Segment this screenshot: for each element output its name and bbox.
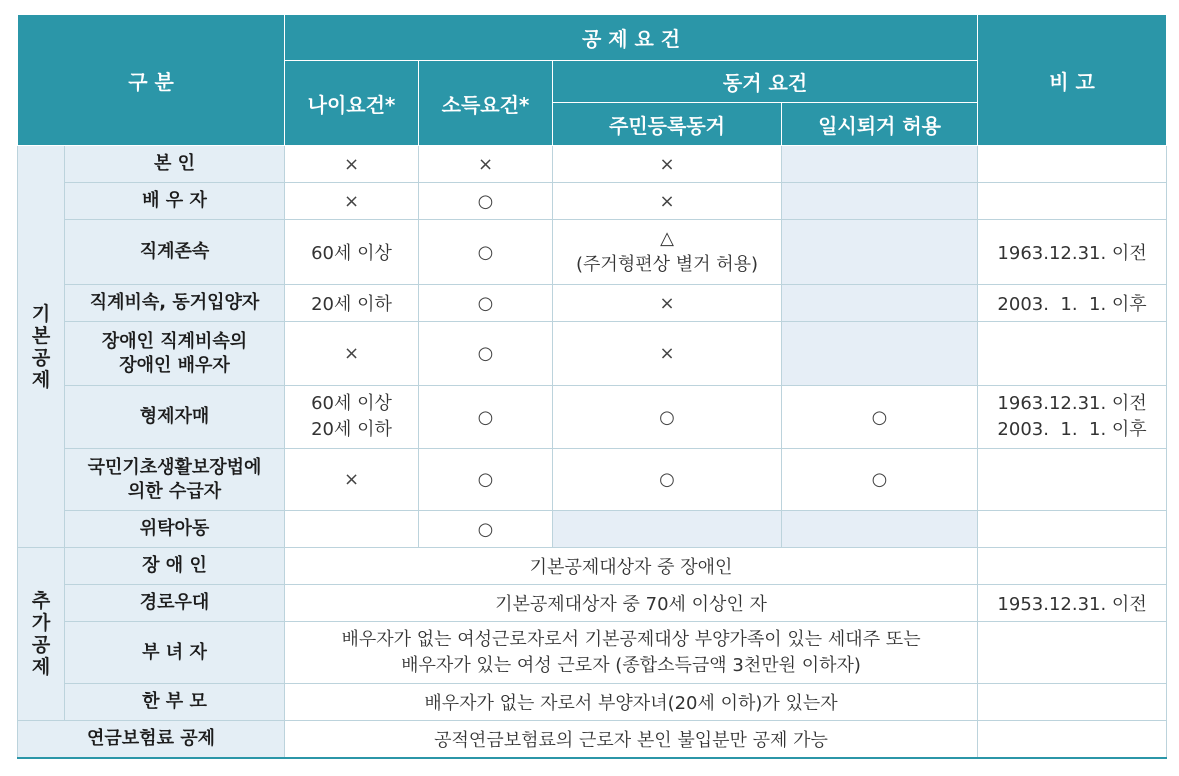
header-resident-registration: 주민등록동거 (553, 103, 782, 146)
age-cell: 60세 이상 20세 이하 (285, 386, 419, 449)
description-cell: 기본공제대상자 중 장애인 (285, 548, 978, 585)
age-cell: 20세 이하 (285, 285, 419, 322)
resident-cell: △ (주거형편상 별거 허용) (553, 220, 782, 285)
row-category: 본 인 (65, 146, 285, 183)
income-cell: ○ (419, 322, 553, 386)
table-row (18, 721, 1167, 758)
header-age-requirement: 나이요건* (285, 61, 419, 146)
table-row (18, 449, 1167, 511)
header-temporary-leave: 일시퇴거 허용 (782, 103, 978, 146)
header-remarks: 비 고 (978, 15, 1167, 146)
row-category: 경로우대 (65, 585, 285, 622)
remarks-cell: 1953.12.31. 이전 (978, 585, 1167, 622)
age-cell: × (285, 183, 419, 220)
header-income-requirement: 소득요건* (419, 61, 553, 146)
temporary-leave-cell: ○ (782, 449, 978, 511)
remarks-cell (978, 548, 1167, 585)
header-cohabitation-requirement: 동거 요건 (553, 61, 978, 103)
row-category: 직계존속 (65, 220, 285, 285)
table-row (18, 146, 1167, 183)
remarks-cell (978, 322, 1167, 386)
remarks-cell (978, 183, 1167, 220)
income-cell: × (419, 146, 553, 183)
table-row (18, 322, 1167, 386)
income-cell: ○ (419, 449, 553, 511)
temporary-leave-cell (782, 511, 978, 548)
temporary-leave-cell (782, 220, 978, 285)
income-cell: ○ (419, 183, 553, 220)
income-cell: ○ (419, 220, 553, 285)
additional-deduction-group-label: 추 가 공 제 (18, 548, 65, 721)
deduction-requirements-table (17, 14, 1167, 759)
remarks-cell (978, 449, 1167, 511)
remarks-cell: 1963.12.31. 이전 2003. 1. 1. 이후 (978, 386, 1167, 449)
age-cell: × (285, 449, 419, 511)
resident-cell: × (553, 285, 782, 322)
row-category: 한 부 모 (65, 684, 285, 721)
income-cell: ○ (419, 386, 553, 449)
remarks-cell (978, 721, 1167, 758)
remarks-cell (978, 622, 1167, 684)
table-row (18, 585, 1167, 622)
age-cell (285, 511, 419, 548)
resident-cell: × (553, 146, 782, 183)
table-row (18, 684, 1167, 721)
row-category: 위탁아동 (65, 511, 285, 548)
resident-cell: × (553, 322, 782, 386)
table-row (18, 548, 1167, 585)
temporary-leave-cell (782, 322, 978, 386)
row-category: 직계비속, 동거입양자 (65, 285, 285, 322)
age-cell: × (285, 146, 419, 183)
description-cell: 배우자가 없는 자로서 부양자녀(20세 이하)가 있는자 (285, 684, 978, 721)
remarks-cell (978, 684, 1167, 721)
table-row (18, 511, 1167, 548)
remarks-cell (978, 511, 1167, 548)
row-category: 배 우 자 (65, 183, 285, 220)
temporary-leave-cell (782, 285, 978, 322)
resident-cell: ○ (553, 386, 782, 449)
resident-cell: × (553, 183, 782, 220)
row-category: 장애인 직계비속의 장애인 배우자 (65, 322, 285, 386)
table-row (18, 386, 1167, 449)
temporary-leave-cell (782, 183, 978, 220)
table-row (18, 220, 1167, 285)
row-category: 부 녀 자 (65, 622, 285, 684)
table-row (18, 183, 1167, 220)
income-cell: ○ (419, 511, 553, 548)
table-row (18, 622, 1167, 684)
resident-cell: ○ (553, 449, 782, 511)
temporary-leave-cell (782, 146, 978, 183)
description-cell: 기본공제대상자 중 70세 이상인 자 (285, 585, 978, 622)
remarks-cell: 2003. 1. 1. 이후 (978, 285, 1167, 322)
temporary-leave-cell: ○ (782, 386, 978, 449)
remarks-cell (978, 146, 1167, 183)
header-deduction-requirements: 공 제 요 건 (285, 15, 978, 61)
row-category: 연금보험료 공제 (18, 721, 285, 758)
table-row (18, 285, 1167, 322)
description-cell: 공적연금보험료의 근로자 본인 불입분만 공제 가능 (285, 721, 978, 758)
resident-cell (553, 511, 782, 548)
row-category: 국민기초생활보장법에 의한 수급자 (65, 449, 285, 511)
row-category: 장 애 인 (65, 548, 285, 585)
income-cell: ○ (419, 285, 553, 322)
age-cell: 60세 이상 (285, 220, 419, 285)
row-category: 형제자매 (65, 386, 285, 449)
basic-deduction-group-label: 기 본 공 제 (18, 146, 65, 548)
description-cell: 배우자가 없는 여성근로자로서 기본공제대상 부양가족이 있는 세대주 또는 배우자가 있는 여성 근로자 (종합소득금액 3천만원 이하자) (285, 622, 978, 684)
header-gubun: 구 분 (18, 15, 285, 146)
remarks-cell: 1963.12.31. 이전 (978, 220, 1167, 285)
age-cell: × (285, 322, 419, 386)
deduction-table-container (17, 14, 1166, 759)
